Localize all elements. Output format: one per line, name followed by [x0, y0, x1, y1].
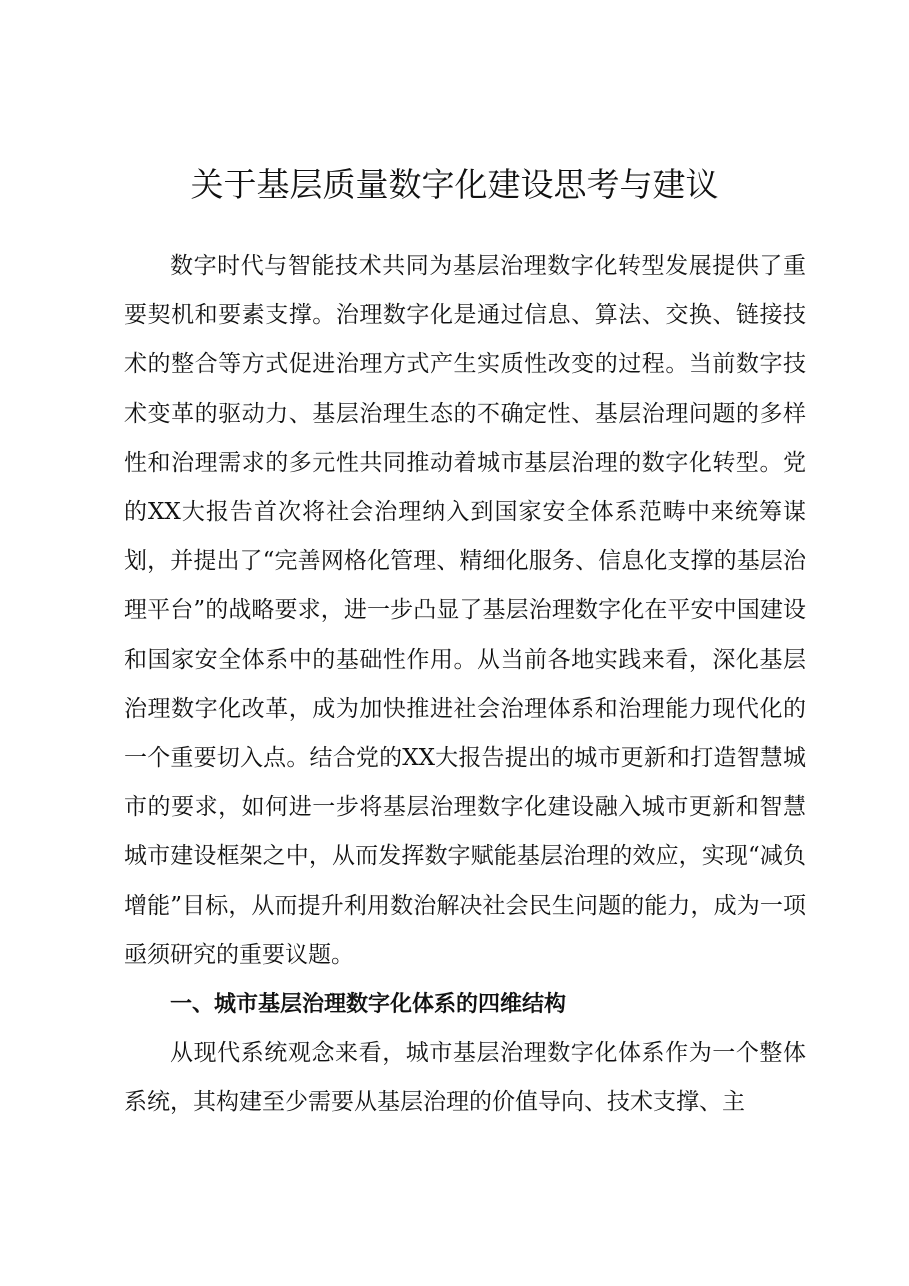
paragraph-section-1: 从现代系统观念来看，城市基层治理数字化体系作为一个整体系统，其构建至少需要从基层治理的价值导向、技术支撑、主 [124, 1040, 806, 1116]
document-title: 关于基层质量数字化建设思考与建议 [190, 165, 719, 204]
section-heading-1: 一、城市基层治理数字化体系的四维结构 [170, 992, 567, 1018]
document-body [124, 242, 806, 1128]
paragraph-intro: 数字时代与智能技术共同为基层治理数字化转型发展提供了重要契机和要素支撑。治理数字化是通过信息、算法、交换、链接技术的整合等方式促进治理方式产生实质性改变的过程。当前数字技术变革的驱动力、基层治理生态的不确定性、基层治理问题的多样性和治理需求的多元性共同推动着城市基层治理的数字化转型。党的XX大报告首次将社会治理纳入到国家安全体系范畴中来统筹谋划，并提出了“完善网格化管理、精细化服务、信息化支撑的基层治理平台”的战略要求，进一步凸显了基层治理数字化在平安中国建设和国家安全体系中的基础性作用。从当前各地实践来看，深化基层治理数字化改革，成为加快推进社会治理体系和治理能力现代化的一个重要切入点。结合党的XX大报告提出的城市更新和打造智慧城市的要求，如何进一步将基层治理数字化建设融入城市更新和智慧城市建设框架之中，从而发挥数字赋能基层治理的效应，实现“减负增能”目标，从而提升利用数治解决社会民生问题的能力，成为一项亟须研究的重要议题。 [124, 253, 806, 968]
